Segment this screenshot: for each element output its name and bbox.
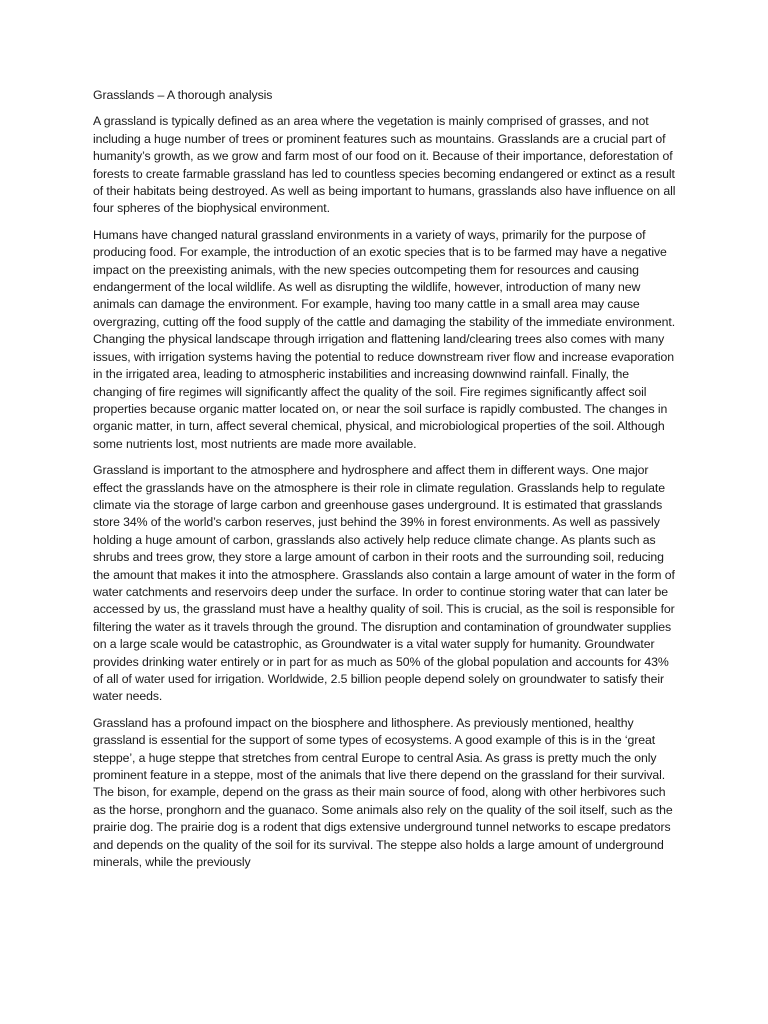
paragraph-introduction: A grassland is typically defined as an area where the vegetation is mainly comprised of grasses, and not including a huge number of trees or prominent features such as mountains. Grasslands are a crucial part of humanity’s growth, as we grow and farm most of our food on it. Because of their importance, deforestation of forests to create farmable grassland has led to countless species becoming endangered or extinct as a result of their habitats being destroyed. As well as being important to humans, grasslands also have influence on all four spheres of the biophysical environment. [93, 114, 676, 216]
paragraph-biosphere-lithosphere: Grassland has a profound impact on the biosphere and lithosphere. As previously mentioned, healthy grassland is essential for the support of some types of ecosystems. A good example of this is in the ‘great steppe’, a huge steppe that stretches from central Europe to central Asia. As grass is pretty much the only prominent feature in a steppe, most of the animals that live there depend on the grassland for their survival. The bison, for example, depend on the grass as their main source of food, along with other herbivores such as the horse, pronghorn and the guanaco. Some animals also rely on the quality of the soil itself, such as the prairie dog. The prairie dog is a rodent that digs extensive underground tunnel networks to escape predators and depends on the quality of the soil for its survival. The steppe also holds a large amount of underground minerals, while the previously [93, 715, 673, 870]
document-body [93, 87, 677, 880]
document-title: Grasslands – A thorough analysis [93, 88, 273, 102]
paragraph-human-impact: Humans have changed natural grassland environments in a variety of ways, primarily for the purpose of producing food. For example, the introduction of an exotic species that is to be farmed may have a negative impact on the preexisting animals, with the new species outcompeting them for resources and causing endangerment of the local wildlife. As well as disrupting the wildlife, however, introduction of many new animals can damage the environment. For example, having too many cattle in a small area may cause overgrazing, cutting off the food supply of the cattle and damaging the stability of the immediate environment. Changing the physical landscape through irrigation and flattening land/clearing trees also comes with many issues, with irrigation systems having the potential to reduce downstream river flow and increase evaporation in the irrigated area, leading to atmospheric instabilities and increasing downwind rainfall. Finally, the changing of fire regimes will significantly affect the quality of the soil. Fire regimes significantly affect soil properties because organic matter located on, or near the soil surface is rapidly combusted. The changes in organic matter, in turn, affect several chemical, physical, and microbiological properties of the soil. Although some nutrients lost, most nutrients are made more available. [93, 227, 676, 451]
paragraph-atmosphere-hydrosphere: Grassland is important to the atmosphere and hydrosphere and affect them in different ways. One major effect the grasslands have on the atmosphere is their role in climate regulation. Grasslands help to regulate climate via the storage of large carbon and greenhouse gases underground. It is estimated that grasslands store 34% of the world’s carbon reserves, just behind the 39% in forest environments. As well as passively holding a huge amount of carbon, grasslands also actively help reduce climate change. As plants such as shrubs and trees grow, they store a large amount of carbon in their roots and the surrounding soil, reducing the amount that makes it into the atmosphere. Grasslands also contain a large amount of water in the form of water catchments and reservoirs deep under the surface. In order to continue storing water that can later be accessed by us, the grassland must have a healthy quality of soil. This is crucial, as the soil is responsible for filtering the water as it travels through the ground. The disruption and contamination of groundwater supplies on a large scale would be catastrophic, as Groundwater is a vital water supply for humanity. Groundwater provides drinking water entirely or in part for as much as 50% of the global population and accounts for 43% of all of water used for irrigation. Worldwide, 2.5 billion people depend solely on groundwater to satisfy their water needs. [93, 463, 675, 704]
